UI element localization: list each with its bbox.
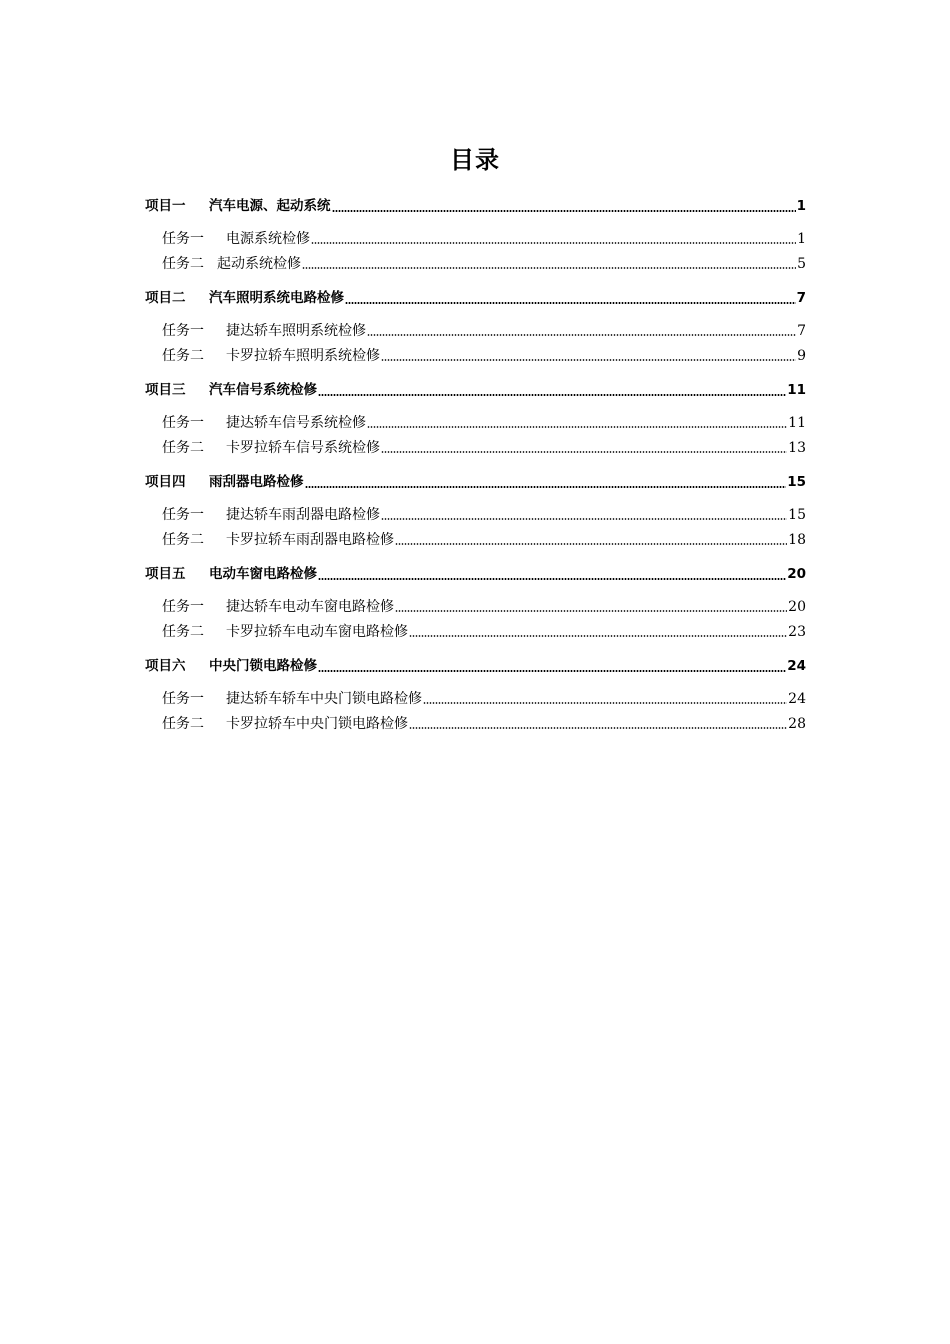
toc-entry-number: 任务一	[162, 323, 204, 339]
dot-leader	[409, 635, 787, 637]
toc-entry-label	[162, 252, 301, 277]
toc-page-number: 15	[788, 507, 806, 523]
toc-task-6-2[interactable]	[145, 712, 806, 737]
toc-task-2-1[interactable]	[145, 319, 806, 344]
toc-entry-number: 任务一	[162, 691, 204, 707]
toc-project-2[interactable]	[145, 285, 806, 312]
toc-entry-text: 捷达轿车电动车窗电路检修	[226, 599, 394, 615]
toc-task-5-2[interactable]	[145, 620, 806, 645]
toc-entry-number: 任务二	[162, 348, 204, 364]
dot-leader	[381, 518, 787, 520]
toc-page-number: 11	[787, 382, 806, 398]
toc-task-1-2[interactable]	[145, 252, 806, 277]
toc-task-6-1[interactable]	[145, 687, 806, 712]
toc-project-5[interactable]	[145, 561, 806, 588]
toc-project-1[interactable]	[145, 193, 806, 220]
dot-leader	[332, 210, 796, 212]
toc-page-number: 7	[796, 290, 806, 306]
toc-entry-number: 项目二	[145, 290, 186, 306]
toc-entry-text: 捷达轿车轿车中央门锁电路检修	[226, 691, 422, 707]
toc-entry-text: 捷达轿车照明系统检修	[226, 323, 366, 339]
toc-entry-number: 任务二	[162, 532, 204, 548]
toc-entry-text: 中央门锁电路检修	[209, 658, 317, 674]
toc-entry-label	[162, 712, 408, 737]
dot-leader	[423, 702, 787, 704]
toc-entry-label	[162, 595, 394, 620]
toc-project-3[interactable]	[145, 377, 806, 404]
toc-entry-number: 任务一	[162, 599, 204, 615]
toc-entry-text: 卡罗拉轿车信号系统检修	[226, 440, 380, 456]
toc-entry-text: 电源系统检修	[226, 231, 310, 247]
toc-page-number: 7	[797, 323, 806, 339]
toc-entry-label	[145, 377, 317, 404]
toc-entry-text: 捷达轿车雨刮器电路检修	[226, 507, 380, 523]
toc-entry-number: 项目四	[145, 474, 186, 490]
toc-page-number: 24	[788, 691, 806, 707]
toc-entry-number: 项目三	[145, 382, 186, 398]
toc-page-number: 13	[788, 440, 806, 456]
toc-page-number: 18	[788, 532, 806, 548]
toc-entry-label	[162, 620, 408, 645]
toc-project-6[interactable]	[145, 653, 806, 680]
toc-page-number: 9	[797, 348, 806, 364]
toc-entry-label	[162, 344, 380, 369]
toc-page-number: 1	[796, 198, 806, 214]
dot-leader	[318, 578, 786, 580]
toc-entry-text: 卡罗拉轿车照明系统检修	[226, 348, 380, 364]
dot-leader	[395, 543, 787, 545]
toc-entry-number: 任务二	[162, 256, 204, 272]
toc-entry-label	[145, 285, 344, 312]
toc-entry-text: 捷达轿车信号系统检修	[226, 415, 366, 431]
dot-leader	[395, 610, 787, 612]
toc-entry-number: 项目五	[145, 566, 186, 582]
dot-leader	[302, 267, 796, 269]
dot-leader	[381, 359, 796, 361]
toc-entry-number: 任务二	[162, 624, 204, 640]
toc-entry-number: 任务一	[162, 507, 204, 523]
dot-leader	[381, 451, 787, 453]
dot-leader	[318, 394, 786, 396]
toc-entry-label	[162, 687, 422, 712]
toc-page-number: 28	[788, 716, 806, 732]
dot-leader	[311, 242, 796, 244]
toc-entry-label	[162, 528, 394, 553]
toc-entry-label	[145, 469, 304, 496]
toc-page-number: 11	[788, 415, 806, 431]
toc-page-number: 24	[787, 658, 806, 674]
toc-entry-label	[145, 193, 331, 220]
toc-task-2-2[interactable]	[145, 344, 806, 369]
dot-leader	[367, 426, 787, 428]
toc-task-1-1[interactable]	[145, 227, 806, 252]
toc-entry-number: 任务一	[162, 415, 204, 431]
toc-page-number: 5	[797, 256, 806, 272]
toc-entry-number: 任务二	[162, 716, 204, 732]
dot-leader	[409, 727, 787, 729]
toc-entry-text: 电动车窗电路检修	[209, 566, 317, 582]
toc-task-4-1[interactable]	[145, 503, 806, 528]
dot-leader	[367, 334, 796, 336]
toc-entry-label	[162, 503, 380, 528]
toc-entry-label	[162, 227, 310, 252]
dot-leader	[305, 486, 787, 488]
dot-leader	[345, 302, 796, 304]
toc-entry-text: 汽车照明系统电路检修	[209, 290, 344, 306]
toc-page-number: 20	[788, 599, 806, 615]
toc-entry-label	[162, 436, 380, 461]
toc-entry-text: 卡罗拉轿车雨刮器电路检修	[226, 532, 394, 548]
toc-entry-text: 卡罗拉轿车电动车窗电路检修	[226, 624, 408, 640]
toc-entry-number: 项目六	[145, 658, 186, 674]
toc-entry-text: 汽车信号系统检修	[209, 382, 317, 398]
toc-page-number: 15	[787, 474, 806, 490]
toc-task-4-2[interactable]	[145, 528, 806, 553]
toc-entry-text: 汽车电源、起动系统	[209, 198, 331, 214]
toc-title: 目录	[450, 146, 500, 174]
toc-entry-text: 卡罗拉轿车中央门锁电路检修	[226, 716, 408, 732]
toc-entry-label	[162, 319, 366, 344]
toc-page-number: 1	[797, 231, 806, 247]
toc-entry-text: 起动系统检修	[217, 256, 301, 272]
toc-entry-number: 任务二	[162, 440, 204, 456]
toc-page-number: 23	[788, 624, 806, 640]
table-of-contents	[145, 193, 806, 737]
toc-project-4[interactable]	[145, 469, 806, 496]
toc-page-number: 20	[787, 566, 806, 582]
toc-entry-number: 任务一	[162, 231, 204, 247]
toc-entry-label	[162, 411, 366, 436]
dot-leader	[318, 670, 786, 672]
toc-task-3-2[interactable]	[145, 436, 806, 461]
toc-entry-label	[145, 561, 317, 588]
toc-entry-label	[145, 653, 317, 680]
toc-entry-number: 项目一	[145, 198, 186, 214]
toc-task-3-1[interactable]	[145, 411, 806, 436]
toc-task-5-1[interactable]	[145, 595, 806, 620]
toc-entry-text: 雨刮器电路检修	[209, 474, 304, 490]
